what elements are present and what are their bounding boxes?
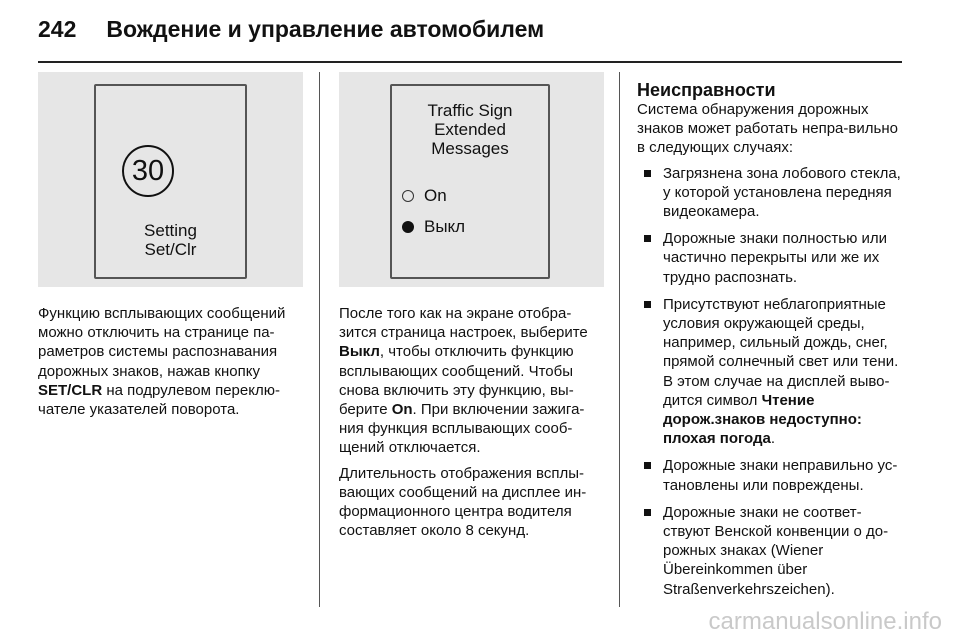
list-item-end: . <box>770 430 776 448</box>
list-item-text: Присутствуют неблагоприятные условия окружающей среды, например, сильный дождь, снег, прямой солнечный свет или тени. В этом случае на дисплей выво-дится символ <box>663 295 899 409</box>
col2-p1-text-d: . При включении зажига-ния функция всплывающих сооб-щений отключается. <box>339 401 585 457</box>
malfunction-list <box>637 164 902 599</box>
col1-p1-text-a: Функцию всплывающих сообщений можно отключить на странице па-раметров системы распознавания дорожных знаков, нажав кнопку <box>38 305 286 380</box>
list-item: Дорожные знаки не соответ-ствуют Венской конвенции о до-рожных знаках (Wiener Übereinkommen über Straßenverkehrszeichen). <box>637 503 902 599</box>
section-intro: Система обнаружения дорожных знаков может работать непра-вильно в следующих случаях: <box>637 101 898 157</box>
list-item: Дорожные знаки неправильно ус-тановлены или повреждены. <box>637 456 902 494</box>
column-divider-2 <box>619 72 620 607</box>
menu-title <box>392 101 548 158</box>
page-number: 242 <box>38 16 77 42</box>
list-item <box>637 295 902 449</box>
speed-limit-value: 30 <box>131 155 165 187</box>
display-message: Чтение дорож.знаков недоступно: плохая погода <box>663 391 862 448</box>
option-off[interactable] <box>402 217 465 237</box>
figure-speed-sign <box>38 72 303 287</box>
menu-title-line-3: Messages <box>431 139 509 158</box>
option-on-label: On <box>424 186 447 205</box>
option-on[interactable] <box>402 186 447 206</box>
column-1-text <box>38 304 306 425</box>
display-panel <box>94 84 247 279</box>
menu-title-line-2: Extended <box>434 120 506 139</box>
figure-traffic-sign-menu <box>339 72 604 287</box>
page-title: Вождение и управление автомобилем <box>106 16 545 42</box>
column-2-text <box>339 304 607 546</box>
col2-paragraph-1 <box>339 304 607 458</box>
col2-p1-text-a: После того как на экране отобра-зится страница настроек, выберите <box>339 305 588 342</box>
section-heading: Неисправности <box>637 80 776 100</box>
col2-p1-text-c: , чтобы отключить функцию всплывающих сообщений. Чтобы снова включить эту функцию, вы-берите <box>339 343 574 419</box>
radio-selected-icon <box>402 221 414 233</box>
col2-paragraph-2: Длительность отображения всплы-вающих сообщений на дисплее ин-формационного центра водителя составляет около 8 секунд. <box>339 464 587 540</box>
menu-title-line-1: Traffic Sign <box>427 101 513 120</box>
speed-limit-sign <box>122 145 174 197</box>
off-option-name: Выкл <box>339 343 380 361</box>
column-divider-1 <box>319 72 320 607</box>
list-item: Загрязнена зона лобового стекла, у которой установлена передняя видеокамера. <box>637 164 902 222</box>
watermark[interactable]: carmanualsonline.info <box>708 608 942 635</box>
on-option-name: On <box>391 401 413 419</box>
set-clr-button-name: SET/CLR <box>38 381 103 399</box>
column-3-text <box>637 80 902 607</box>
page-header <box>38 16 544 43</box>
col1-p1-text-b: на подрулевом переклю-чателе указателей поворота. <box>38 381 280 419</box>
menu-panel <box>390 84 550 279</box>
option-off-label: Выкл <box>424 217 466 236</box>
radio-unselected-icon <box>402 190 414 202</box>
set-clr-label: Set/Clr <box>144 240 197 259</box>
col1-paragraph <box>38 304 306 419</box>
header-rule <box>38 61 902 63</box>
setting-label: Setting <box>144 221 197 240</box>
list-item: Дорожные знаки полностью или частично перекрыты или же их трудно распознать. <box>637 229 902 287</box>
